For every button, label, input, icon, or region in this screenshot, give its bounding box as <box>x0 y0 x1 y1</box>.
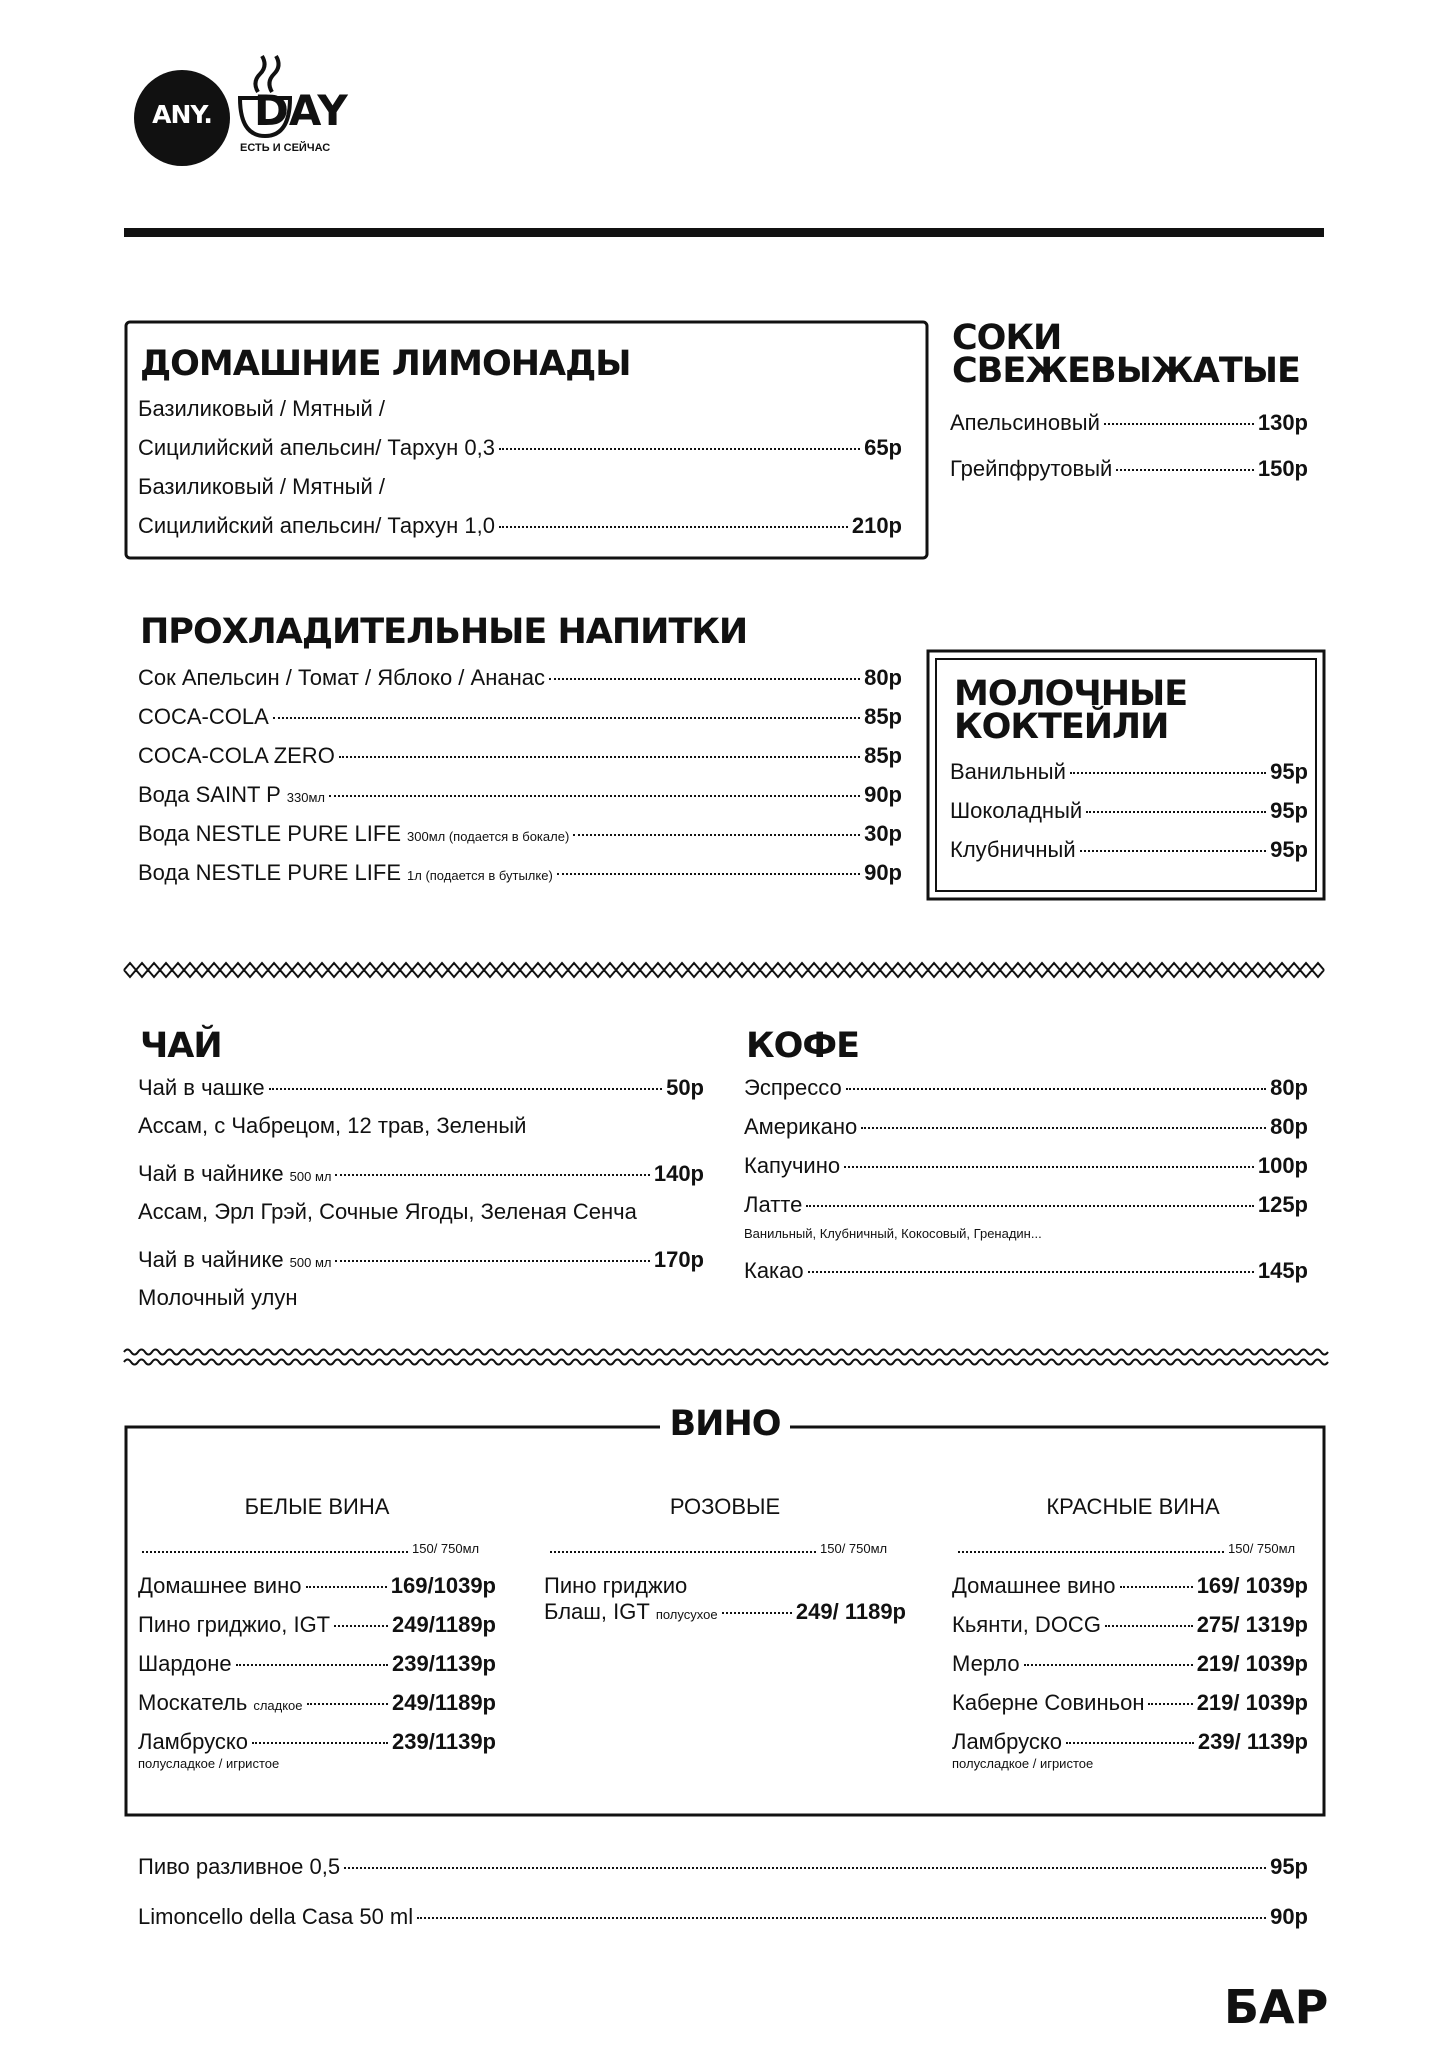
footer-label: БАР <box>1224 1980 1329 2034</box>
tea-title: ЧАЙ <box>140 1026 222 1066</box>
lemonade-item-2-price: 210р <box>851 513 902 538</box>
extra-item-1-price: 95р <box>1270 1854 1308 1879</box>
white-wine-2-price: 249/1189р <box>392 1612 496 1637</box>
extra-item-2-name: Limoncello della Casa 50 ml <box>138 1904 414 1929</box>
shake-item-3-price: 95р <box>1270 837 1308 862</box>
coffee-item-3-name: Капучино <box>744 1153 841 1178</box>
leader-dots <box>306 1586 387 1588</box>
soft-item-5 <box>138 819 902 852</box>
soft-item-4-price: 90р <box>864 782 902 807</box>
juice-item-1 <box>950 408 1308 438</box>
shake-item-1-price: 95р <box>1270 759 1308 784</box>
coffee-item-5 <box>744 1256 1308 1286</box>
tea-item-3 <box>138 1245 704 1278</box>
soft-item-2 <box>138 702 902 732</box>
red-wine-4-price: 219/ 1039р <box>1196 1690 1308 1715</box>
tea-item-1-name: Чай в чашке <box>138 1075 265 1100</box>
white-wine-4 <box>138 1688 496 1721</box>
white-wine-3-name: Шардоне <box>138 1651 232 1676</box>
soft-item-6 <box>138 858 902 891</box>
red-wine-3-name: Мерло <box>952 1651 1020 1676</box>
soft-item-2-price: 85р <box>864 704 902 729</box>
white-wine-title: БЕЛЫЕ ВИНА <box>244 1494 390 1519</box>
soft-item-5-detail: 300мл (подается в бокале) <box>407 829 570 844</box>
leader-dots <box>273 717 860 719</box>
coffee-item-4-price: 125р <box>1257 1192 1308 1217</box>
leader-dots <box>269 1088 663 1090</box>
rose-wine-title: РОЗОВЫЕ <box>669 1494 781 1519</box>
leader-dots <box>1105 1625 1193 1627</box>
leader-dots <box>252 1742 388 1744</box>
coffee-item-1 <box>744 1073 1308 1103</box>
shake-item-2-name: Шоколадный <box>950 798 1083 823</box>
soft-item-4 <box>138 780 902 813</box>
red-wine-5 <box>952 1727 1308 1757</box>
white-wine-5 <box>138 1727 496 1757</box>
rose-small: полусухое <box>655 1607 718 1622</box>
tea-item-2-detail: 500 мл <box>289 1169 332 1184</box>
tea-item-1-price: 50р <box>666 1075 704 1100</box>
leader-dots <box>334 1625 388 1627</box>
tea-item-1 <box>138 1073 704 1103</box>
soft-item-6-name: Вода NESTLE PURE LIFE <box>138 860 402 885</box>
lemonade-item-2-line1: Базиликовый / Мятный / <box>138 474 385 499</box>
leader-dots <box>806 1205 1254 1207</box>
leader-dots <box>1024 1664 1193 1666</box>
red-wine-2 <box>952 1610 1308 1640</box>
soft-item-2-name: COCA-COLA <box>138 704 269 729</box>
juice-item-2-price: 150р <box>1257 456 1308 481</box>
coffee-item-5-name: Какао <box>744 1258 804 1283</box>
leader-dots <box>1086 811 1266 813</box>
extra-item-2 <box>138 1902 1308 1932</box>
red-wine-title: КРАСНЫЕ ВИНА <box>1046 1494 1220 1519</box>
white-wine-4-name: Москатель <box>138 1690 248 1715</box>
leader-dots <box>549 678 860 680</box>
tea-item-2-price: 140р <box>653 1161 704 1186</box>
tea-item-3-detail: 500 мл <box>289 1255 332 1270</box>
shakes-title-1: МОЛОЧНЫЕ <box>954 674 1188 714</box>
logo-any: ANY. <box>152 100 212 129</box>
red-wine-1 <box>952 1571 1308 1601</box>
juices-title-1: СОКИ <box>952 318 1062 358</box>
white-wine-4-price: 249/1189р <box>392 1690 496 1715</box>
tea-item-1-desc: Ассам, с Чабрецом, 12 трав, Зеленый <box>138 1113 527 1138</box>
soft-title: ПРОХЛАДИТЕЛЬНЫЕ НАПИТКИ <box>140 612 748 652</box>
soft-item-6-detail: 1л (подается в бутылке) <box>407 868 553 883</box>
leader-dots <box>329 795 860 797</box>
rose-price: 249/ 1189р <box>795 1599 906 1624</box>
latte-note: Ванильный, Клубничный, Кокосовый, Гренадин... <box>744 1226 1042 1241</box>
red-wine-1-name: Домашнее вино <box>952 1573 1116 1598</box>
red-wine-3-price: 219/ 1039р <box>1196 1651 1308 1676</box>
red-wine-1-price: 169/ 1039р <box>1196 1573 1308 1598</box>
juice-item-1-name: Апельсиновый <box>950 410 1100 435</box>
white-wine-2-name: Пино гриджио, IGT <box>138 1612 331 1637</box>
red-wine-4 <box>952 1688 1308 1718</box>
red-wine-4-name: Каберне Совиньон <box>952 1690 1145 1715</box>
lemonade-item-1-price: 65р <box>864 435 902 460</box>
red-wine-3 <box>952 1649 1308 1679</box>
coffee-item-3-price: 100р <box>1257 1153 1308 1178</box>
soft-item-4-detail: 330мл <box>286 790 326 805</box>
lemonade-item-2 <box>138 511 902 541</box>
lemonade-item-2-name: Сицилийский апельсин/ Тархун 1,0 <box>138 513 495 538</box>
leader-dots <box>1116 469 1254 471</box>
red-volume: 150/ 750мл <box>1228 1541 1296 1556</box>
white-wine-5-name: Ламбруско <box>138 1729 248 1754</box>
leader-dots <box>722 1612 792 1614</box>
coffee-item-4-name: Латте <box>744 1192 803 1217</box>
wine-title: ВИНО <box>669 1404 781 1444</box>
leader-dots <box>1080 850 1266 852</box>
leader-dots <box>844 1166 1254 1168</box>
coffee-item-2-name: Американо <box>744 1114 858 1139</box>
lemonade-item-1 <box>138 433 902 463</box>
soft-item-4-name: Вода SAINT P <box>138 782 281 807</box>
white-wine-1-name: Домашнее вино <box>138 1573 302 1598</box>
soft-item-6-price: 90р <box>864 860 902 885</box>
leader-dots <box>1120 1586 1193 1588</box>
coffee-item-2-price: 80р <box>1270 1114 1308 1139</box>
white-wine-2 <box>138 1610 496 1640</box>
leader-dots <box>307 1703 389 1705</box>
juice-item-2-name: Грейпфрутовый <box>950 456 1113 481</box>
lemonade-title: ДОМАШНИЕ ЛИМОНАДЫ <box>140 344 631 384</box>
tea-item-3-price: 170р <box>653 1247 704 1272</box>
coffee-item-1-price: 80р <box>1270 1075 1308 1100</box>
juices-title-2: СВЕЖЕВЫЖАТЫЕ <box>952 351 1300 391</box>
shake-item-1-name: Ванильный <box>950 759 1066 784</box>
leader-dots <box>808 1271 1254 1273</box>
leader-dots <box>344 1867 1266 1869</box>
red-lambrusco-note: полусладкое / игристое <box>952 1756 1094 1771</box>
red-wine-2-price: 275/ 1319р <box>1196 1612 1308 1637</box>
zigzag-divider <box>124 963 1324 977</box>
shake-item-3 <box>950 835 1308 865</box>
tea-item-3-name: Чай в чайнике <box>138 1247 284 1272</box>
header-rule <box>124 228 1324 237</box>
rose-line1: Пино гриджио <box>544 1573 688 1598</box>
extra-item-2-price: 90р <box>1270 1904 1308 1929</box>
shake-item-2 <box>950 796 1308 826</box>
white-wine-3 <box>138 1649 496 1679</box>
tea-item-2 <box>138 1159 704 1192</box>
white-wine-3-price: 239/1139р <box>392 1651 496 1676</box>
coffee-item-5-price: 145р <box>1257 1258 1308 1283</box>
soft-item-1-price: 80р <box>864 665 902 690</box>
leader-dots <box>335 1260 649 1262</box>
tea-item-2-desc: Ассам, Эрл Грэй, Сочные Ягоды, Зеленая Сенча <box>138 1199 637 1224</box>
leader-dots <box>417 1917 1266 1919</box>
leader-dots <box>861 1127 1266 1129</box>
leader-dots <box>573 834 860 836</box>
extra-item-1-name: Пиво разливное 0,5 <box>138 1854 341 1879</box>
shake-item-1 <box>950 757 1308 787</box>
rose-volume: 150/ 750мл <box>820 1541 888 1556</box>
rose-item <box>544 1597 906 1630</box>
leader-dots <box>1148 1703 1192 1705</box>
lemonade-item-1-line1: Базиликовый / Мятный / <box>138 396 385 421</box>
white-volume: 150/ 750мл <box>412 1541 480 1556</box>
leader-dots <box>339 756 860 758</box>
tea-item-3-desc: Молочный улун <box>138 1285 298 1310</box>
lemonade-item-1-name: Сицилийский апельсин/ Тархун 0,3 <box>138 435 495 460</box>
coffee-item-3 <box>744 1151 1308 1181</box>
red-wine-5-name: Ламбруско <box>952 1729 1062 1754</box>
juice-item-2 <box>950 454 1308 484</box>
leader-dots <box>499 526 848 528</box>
soft-item-5-name: Вода NESTLE PURE LIFE <box>138 821 402 846</box>
soft-item-3-price: 85р <box>864 743 902 768</box>
soft-item-1-name: Сок Апельсин / Томат / Яблоко / Ананас <box>138 665 545 690</box>
red-wine-5-price: 239/ 1139р <box>1197 1729 1308 1754</box>
white-wine-5-price: 239/1139р <box>392 1729 496 1754</box>
coffee-item-1-name: Эспрессо <box>744 1075 842 1100</box>
tea-item-2-name: Чай в чайнике <box>138 1161 284 1186</box>
soft-item-3-name: COCA-COLA ZERO <box>138 743 335 768</box>
coffee-item-4 <box>744 1190 1308 1220</box>
rose-line2: Блаш, IGT <box>544 1599 650 1624</box>
leader-dots <box>1070 772 1266 774</box>
coffee-item-2 <box>744 1112 1308 1142</box>
shake-item-3-name: Клубничный <box>950 837 1076 862</box>
leader-dots <box>846 1088 1266 1090</box>
leader-dots <box>335 1174 649 1176</box>
coffee-title: КОФЕ <box>746 1026 859 1066</box>
leader-dots <box>1066 1742 1194 1744</box>
soft-item-1 <box>138 663 902 693</box>
leader-dots <box>1104 423 1254 425</box>
extra-item-1 <box>138 1852 1308 1882</box>
leader-dots <box>236 1664 388 1666</box>
juice-item-1-price: 130р <box>1257 410 1308 435</box>
logo-day: DAY <box>254 86 348 135</box>
wave-divider-1 <box>124 1350 1328 1355</box>
red-wine-2-name: Кьянти, DOCG <box>952 1612 1101 1637</box>
leader-dots <box>557 873 860 875</box>
white-wine-1 <box>138 1571 496 1601</box>
soft-item-5-price: 30р <box>864 821 902 846</box>
white-wine-4-detail: сладкое <box>253 1698 303 1713</box>
shakes-title-2: КОКТЕЙЛИ <box>954 707 1169 747</box>
soft-item-3 <box>138 741 902 771</box>
white-lambrusco-note: полусладкое / игристое <box>138 1756 280 1771</box>
shake-item-2-price: 95р <box>1270 798 1308 823</box>
logo-tagline: ЕСТЬ И СЕЙЧАС <box>240 142 331 154</box>
white-wine-1-price: 169/1039р <box>390 1573 496 1598</box>
wave-divider-2 <box>124 1360 1328 1365</box>
leader-dots <box>499 448 860 450</box>
